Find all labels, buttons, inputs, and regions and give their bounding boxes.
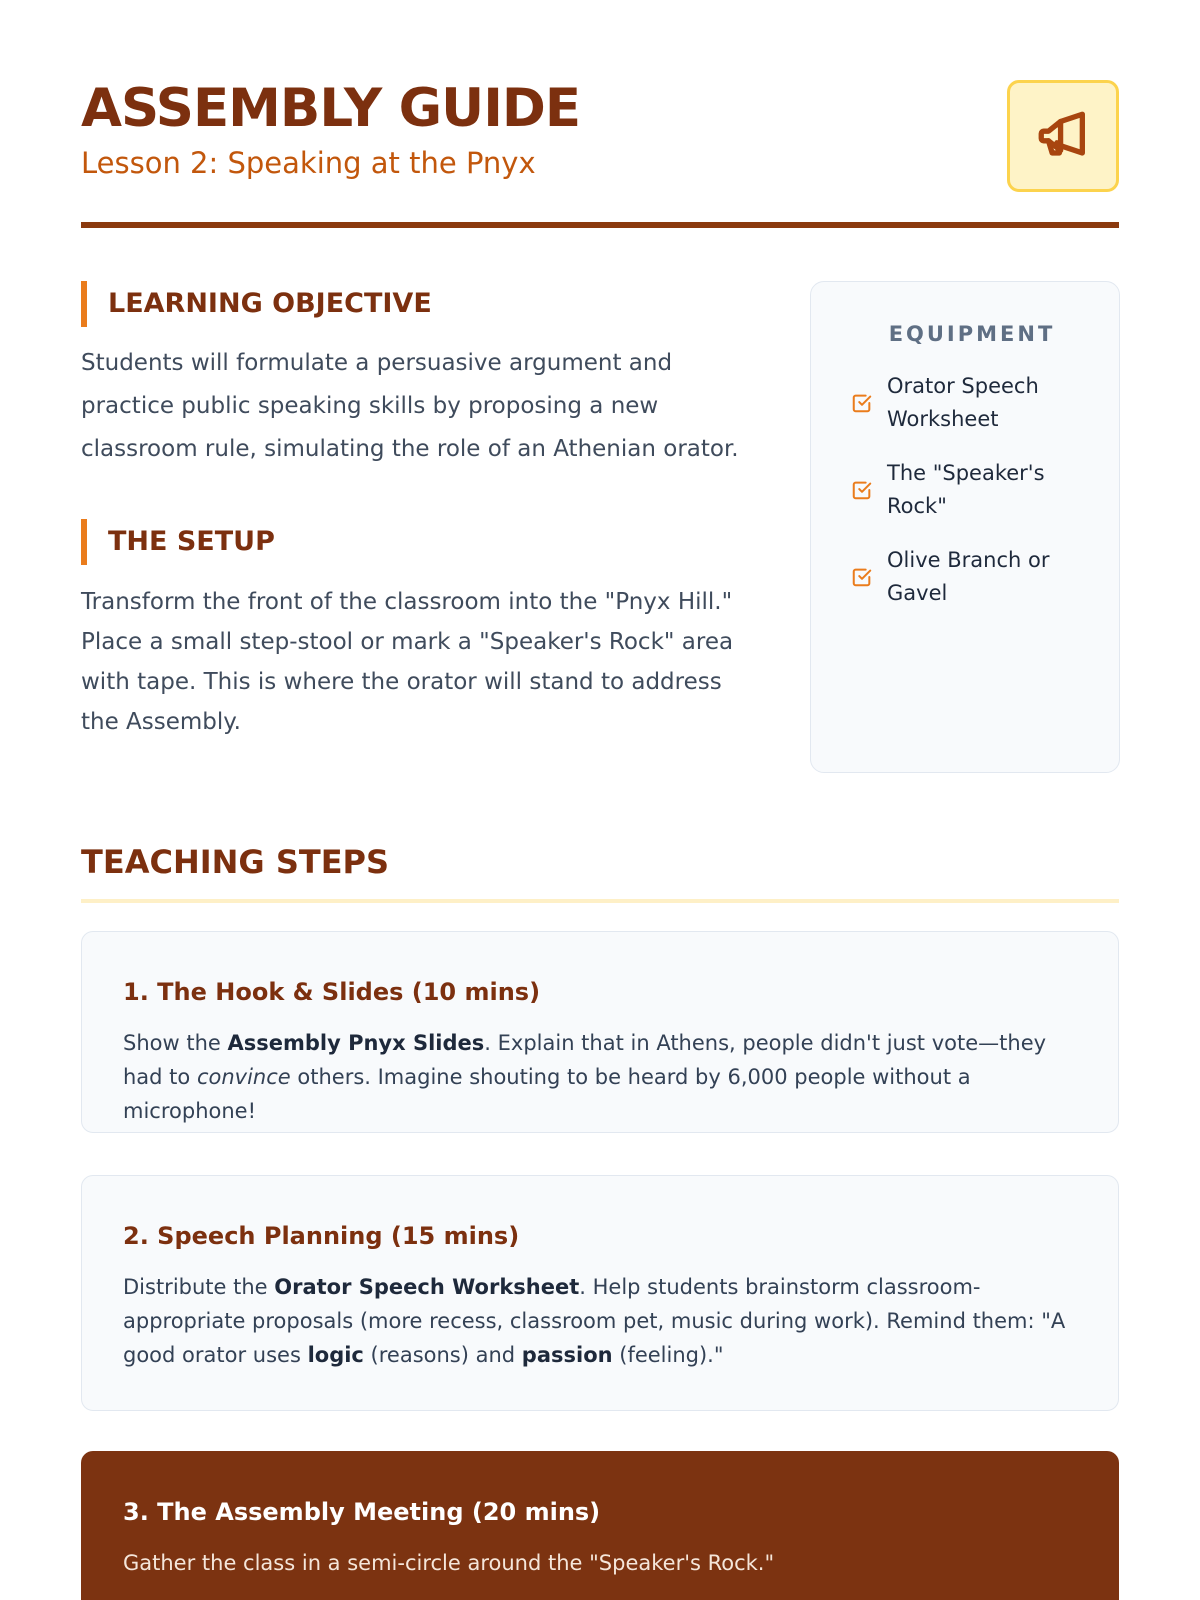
setup-section	[81, 519, 761, 742]
objective-text: Students will formulate a persuasive argument and practice public speaking skills by proposing a new classroom rule, simulating the role of an Athenian orator.	[81, 350, 739, 462]
step-text: Gather the class in a semi-circle around the "Speaker's Rock."	[123, 1551, 775, 1575]
objective-heading: LEARNING OBJECTIVE	[81, 281, 761, 327]
equipment-item-label: Olive Branch or Gavel	[887, 548, 1050, 605]
equipment-item-label: Orator Speech Worksheet	[887, 374, 1039, 431]
equipment-item	[851, 544, 1093, 610]
steps-heading: TEACHING STEPS	[81, 843, 1119, 903]
step-card-highlighted	[81, 1451, 1119, 1600]
equipment-item	[851, 370, 1093, 436]
logo-badge	[1007, 80, 1119, 192]
step-title: 2. Speech Planning (15 mins)	[123, 1222, 520, 1250]
checkbox-checked-icon	[851, 479, 873, 501]
step-text: Distribute the Orator Speech Worksheet. Help students brainstorm classroom-appropriate proposals (more recess, classroom pet, music during work). Remind them: "A good orator uses logic (reasons) and passion (feeling)."	[123, 1275, 1066, 1367]
step-text: Show the Assembly Pnyx Slides. Explain that in Athens, people didn't just vote—they had to convince others. Imagine shouting to be heard by 6,000 people without a microphone!	[123, 1031, 1047, 1123]
equipment-title: EQUIPMENT	[888, 322, 1056, 346]
page-header	[81, 78, 1119, 228]
megaphone-icon	[1034, 107, 1092, 165]
equipment-list	[851, 370, 1093, 610]
equipment-item-label: The "Speaker's Rock"	[887, 461, 1045, 518]
equipment-item	[851, 457, 1093, 523]
step-title: 1. The Hook & Slides (10 mins)	[123, 978, 541, 1006]
equipment-card	[810, 281, 1120, 773]
step-title: 3. The Assembly Meeting (20 mins)	[123, 1498, 601, 1526]
setup-heading: THE SETUP	[81, 519, 761, 565]
checkbox-checked-icon	[851, 392, 873, 414]
step-card	[81, 1175, 1119, 1411]
page-title: ASSEMBLY GUIDE	[81, 78, 581, 139]
intro-section	[81, 281, 761, 742]
page-subtitle: Lesson 2: Speaking at the Pnyx	[81, 146, 536, 180]
setup-text: Transform the front of the classroom into the "Pnyx Hill." Place a small step-stool or mark a "Speaker's Rock" area with tape. This is where the orator will stand to address the Assembly.	[81, 589, 734, 735]
checkbox-checked-icon	[851, 566, 873, 588]
step-card	[81, 931, 1119, 1133]
objective-section	[81, 281, 761, 471]
